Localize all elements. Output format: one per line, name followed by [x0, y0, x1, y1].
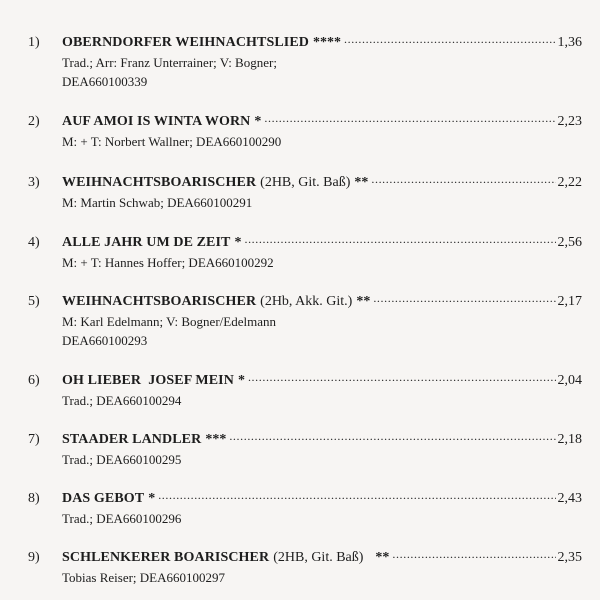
track-duration: 2,43 — [557, 491, 582, 506]
track-title: OH LIEBER JOSEF MEIN — [62, 373, 234, 388]
track-item — [28, 232, 582, 272]
track-item — [28, 488, 582, 528]
track-number: 9) — [28, 550, 40, 565]
track-item — [28, 172, 582, 212]
track-stars: **** — [313, 35, 341, 50]
track-line — [28, 111, 582, 131]
track-stars: *** — [205, 432, 227, 447]
track-duration: 2,18 — [557, 432, 582, 447]
dot-leader — [373, 291, 555, 305]
track-item — [28, 547, 582, 587]
credit-line: M: + T: Hannes Hoffer; DEA660100292 — [62, 255, 274, 270]
track-duration: 2,56 — [557, 235, 582, 250]
track-title: WEIHNACHTSBOARISCHER — [62, 294, 257, 309]
track-instrumentation: (2Hb, Akk. Git.) — [260, 294, 353, 309]
track-number: 2) — [28, 114, 40, 129]
credit-line: M: Martin Schwab; DEA660100291 — [62, 195, 253, 210]
track-item — [28, 32, 582, 91]
track-credits — [62, 53, 582, 91]
track-number: 3) — [28, 175, 40, 190]
track-credits — [62, 450, 582, 469]
track-line — [28, 429, 582, 449]
credit-line: DEA660100339 — [62, 74, 148, 89]
track-duration: 2,17 — [557, 294, 582, 309]
track-line — [28, 547, 582, 567]
track-number: 4) — [28, 235, 40, 250]
dot-leader — [344, 32, 556, 46]
track-number: 6) — [28, 373, 40, 388]
track-line — [28, 32, 582, 52]
track-credits — [62, 509, 582, 528]
credit-line: Trad.; Arr: Franz Unterrainer; V: Bogner; — [62, 55, 277, 70]
track-stars: * — [234, 235, 242, 250]
credit-line: M: + T: Norbert Wallner; DEA660100290 — [62, 134, 282, 149]
track-duration: 2,23 — [557, 114, 582, 129]
track-instrumentation: (2HB, Git. Baß) — [260, 175, 351, 190]
credit-line: Trad.; DEA660100294 — [62, 393, 182, 408]
track-title: STAADER LANDLER — [62, 432, 202, 447]
track-credits — [62, 312, 582, 350]
credit-line: Trad.; DEA660100295 — [62, 452, 182, 467]
dot-leader — [158, 488, 555, 502]
credit-line: M: Karl Edelmann; V: Bogner/Edelmann — [62, 314, 276, 329]
track-stars: * — [148, 491, 156, 506]
credit-line: Tobias Reiser; DEA660100297 — [62, 570, 226, 585]
dot-leader — [264, 111, 555, 125]
track-instrumentation: (2HB, Git. Baß) — [273, 550, 364, 565]
track-number: 7) — [28, 432, 40, 447]
dot-leader — [392, 547, 555, 561]
dot-leader — [371, 172, 555, 186]
track-item — [28, 429, 582, 469]
track-duration: 2,35 — [557, 550, 582, 565]
track-title: WEIHNACHTSBOARISCHER — [62, 175, 257, 190]
track-line — [28, 172, 582, 192]
track-stars: * — [237, 373, 245, 388]
track-credits — [62, 391, 582, 410]
track-credits — [62, 568, 582, 587]
track-stars: ** — [354, 175, 369, 190]
track-item — [28, 291, 582, 350]
track-number: 8) — [28, 491, 40, 506]
track-number: 5) — [28, 294, 40, 309]
credit-line: Trad.; DEA660100296 — [62, 511, 182, 526]
track-credits — [62, 253, 582, 272]
track-credits — [62, 193, 582, 212]
dot-leader — [244, 232, 555, 246]
track-number: 1) — [28, 35, 40, 50]
dot-leader — [229, 429, 555, 443]
track-line — [28, 232, 582, 252]
track-line — [28, 370, 582, 390]
track-stars: ** — [375, 550, 390, 565]
track-line — [28, 488, 582, 508]
dot-leader — [248, 370, 556, 384]
track-item — [28, 370, 582, 410]
track-stars: ** — [356, 294, 371, 309]
track-credits — [62, 132, 582, 151]
credit-line: DEA660100293 — [62, 333, 148, 348]
track-title: OBERNDORFER WEIHNACHTSLIED — [62, 35, 309, 50]
track-title: AUF AMOI IS WINTA WORN — [62, 114, 251, 129]
track-title: DAS GEBOT — [62, 491, 145, 506]
track-item — [28, 111, 582, 151]
track-title: SCHLENKERER BOARISCHER — [62, 550, 270, 565]
track-duration: 1,36 — [557, 35, 582, 50]
track-line — [28, 291, 582, 311]
track-duration: 2,22 — [557, 175, 582, 190]
track-duration: 2,04 — [557, 373, 582, 388]
track-title: ALLE JAHR UM DE ZEIT — [62, 235, 231, 250]
track-stars: * — [254, 114, 262, 129]
